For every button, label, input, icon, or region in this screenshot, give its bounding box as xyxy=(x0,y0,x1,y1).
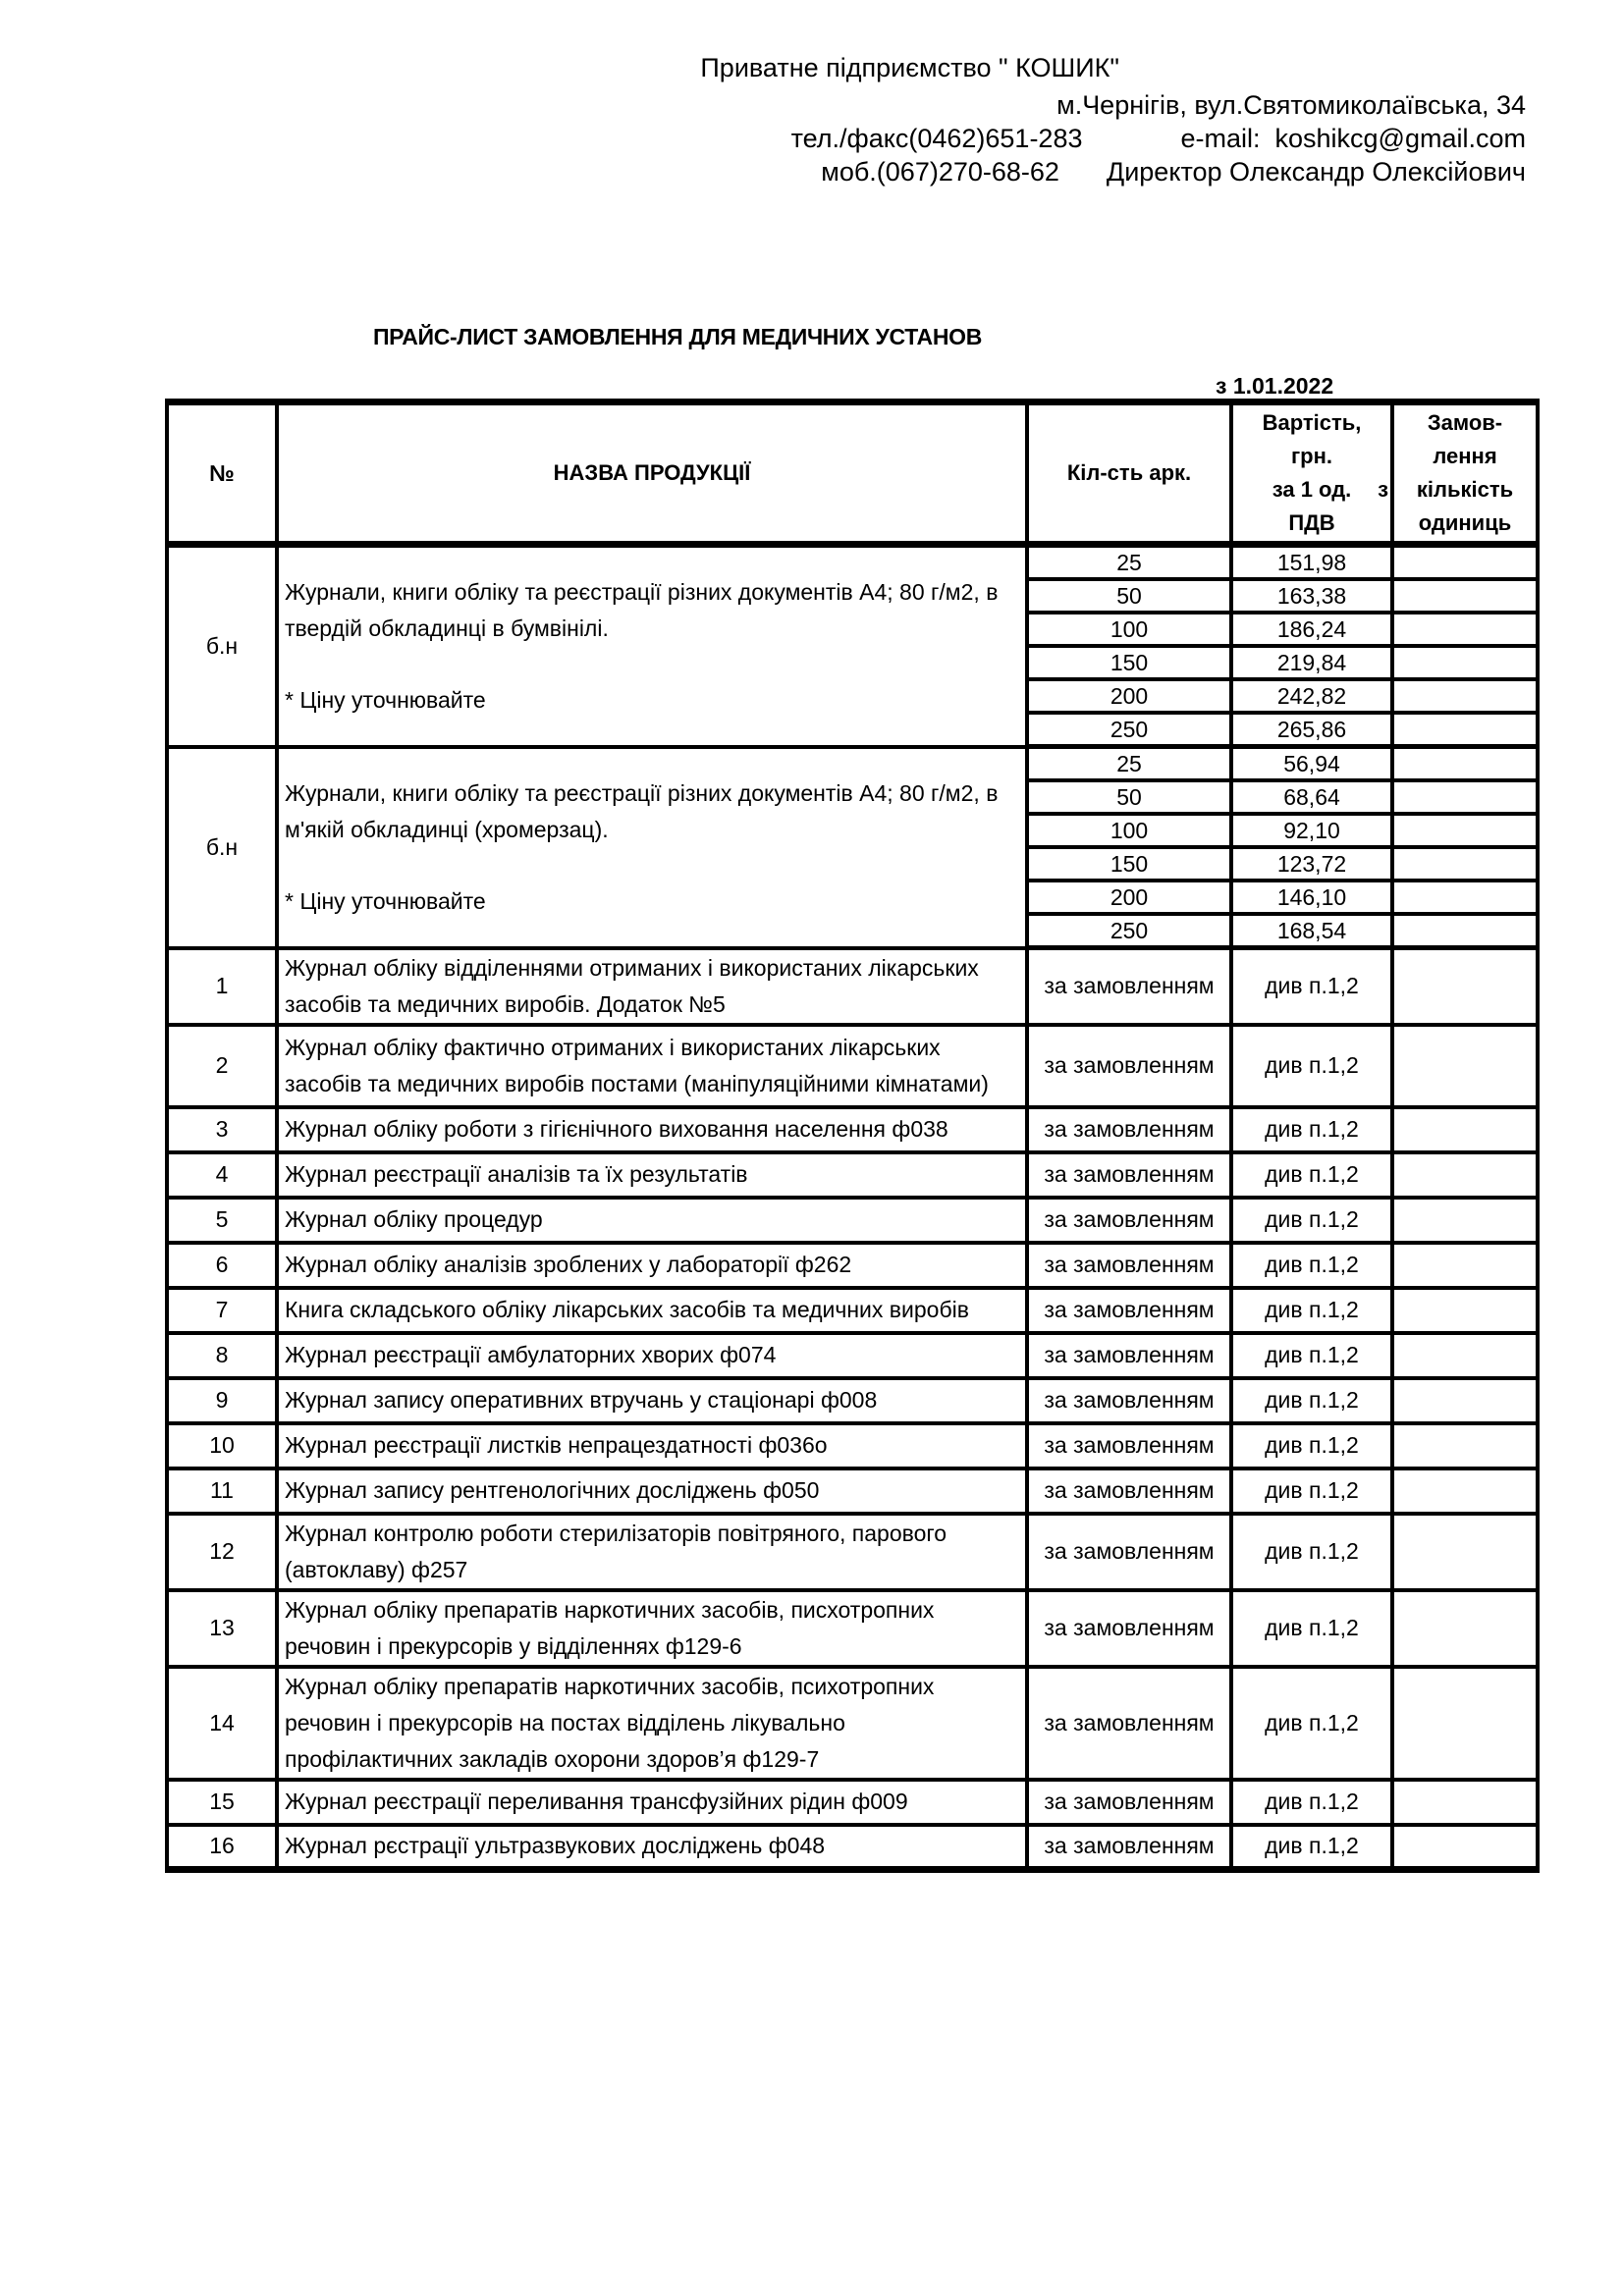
sheet-count: за замовленням xyxy=(1027,1025,1231,1107)
sheet-count: 25 xyxy=(1027,545,1231,580)
price-table xyxy=(165,399,1540,1873)
unit-price: 163,38 xyxy=(1231,579,1392,613)
header-price-line: за 1 од. xyxy=(1272,477,1352,502)
document-title: ПРАЙС-ЛИСТ ЗАМОВЛЕННЯ ДЛЯ МЕДИЧНИХ УСТАНОВ xyxy=(372,324,983,349)
order-quantity-cell[interactable] xyxy=(1392,1825,1538,1870)
product-name xyxy=(277,747,1027,948)
row-number: 13 xyxy=(167,1590,277,1667)
order-quantity-cell[interactable] xyxy=(1392,545,1538,580)
order-quantity-cell[interactable] xyxy=(1392,1243,1538,1288)
order-quantity-cell[interactable] xyxy=(1392,1514,1538,1590)
unit-price: див п.1,2 xyxy=(1231,1107,1392,1152)
sheet-count: за замовленням xyxy=(1027,1378,1231,1423)
unit-price: 56,94 xyxy=(1231,747,1392,781)
sheet-count: 25 xyxy=(1027,747,1231,781)
order-quantity-cell[interactable] xyxy=(1392,1780,1538,1825)
product-name: Книга складського обліку лікарських засобів та медичних виробів xyxy=(277,1288,1027,1333)
table-row xyxy=(167,1667,1538,1780)
row-number: 14 xyxy=(167,1667,277,1780)
row-number: 8 xyxy=(167,1333,277,1378)
sheet-count: 150 xyxy=(1027,646,1231,679)
table-row xyxy=(167,1423,1538,1468)
order-quantity-cell[interactable] xyxy=(1392,780,1538,814)
sheet-count: за замовленням xyxy=(1027,1243,1231,1288)
unit-price: див п.1,2 xyxy=(1231,1780,1392,1825)
header-num: № xyxy=(167,402,277,545)
table-row xyxy=(167,1590,1538,1667)
mobile-phone: моб.(067)270-68-62 xyxy=(821,157,1059,187)
contact-line xyxy=(791,122,1526,155)
unit-price: див п.1,2 xyxy=(1231,1152,1392,1198)
price-note: * Ціну уточнювайте xyxy=(285,686,486,713)
row-number: 5 xyxy=(167,1198,277,1243)
order-quantity-cell[interactable] xyxy=(1392,1378,1538,1423)
unit-price: див п.1,2 xyxy=(1231,1514,1392,1590)
company-name: Приватне підприємство " КОШИК" xyxy=(700,53,1119,82)
director: Директор Олександр Олексійович xyxy=(1106,157,1526,187)
product-name: Журнал обліку процедур xyxy=(277,1198,1027,1243)
product-name: Журнал реєстрації амбулаторних хворих ф074 xyxy=(277,1333,1027,1378)
product-name: Журнал обліку відділеннями отриманих і використаних лікарських засобів та медичних виробів. Додаток №5 xyxy=(277,948,1027,1025)
row-number: 6 xyxy=(167,1243,277,1288)
order-quantity-cell[interactable] xyxy=(1392,1423,1538,1468)
order-quantity-cell[interactable] xyxy=(1392,747,1538,781)
table-row xyxy=(167,1514,1538,1590)
product-name: Журнал запису оперативних втручань у стаціонарі ф008 xyxy=(277,1378,1027,1423)
table-row xyxy=(167,1243,1538,1288)
header-price-line: Вартість, xyxy=(1262,410,1362,435)
product-name: Журнал реєстрації переливання трансфузійних рідин ф009 xyxy=(277,1780,1027,1825)
header-price xyxy=(1231,402,1392,545)
order-quantity-cell[interactable] xyxy=(1392,881,1538,914)
row-number: 4 xyxy=(167,1152,277,1198)
sheet-count: за замовленням xyxy=(1027,1667,1231,1780)
order-quantity-cell[interactable] xyxy=(1392,1107,1538,1152)
unit-price: див п.1,2 xyxy=(1231,1468,1392,1514)
unit-price: див п.1,2 xyxy=(1231,1423,1392,1468)
unit-price: 186,24 xyxy=(1231,613,1392,646)
sheet-count: 50 xyxy=(1027,579,1231,613)
row-number: б.н xyxy=(167,545,277,747)
table-row xyxy=(167,1780,1538,1825)
price-tier-row xyxy=(167,747,1538,781)
order-quantity-cell[interactable] xyxy=(1392,1288,1538,1333)
sheet-count: 100 xyxy=(1027,613,1231,646)
sheet-count: за замовленням xyxy=(1027,1198,1231,1243)
unit-price: 219,84 xyxy=(1231,646,1392,679)
order-quantity-cell[interactable] xyxy=(1392,1025,1538,1107)
table-row xyxy=(167,1107,1538,1152)
order-quantity-cell[interactable] xyxy=(1392,1198,1538,1243)
sheet-count: за замовленням xyxy=(1027,948,1231,1025)
product-name: Журнал реєстрації листків непрацездатності ф036о xyxy=(277,1423,1027,1468)
header-order-line: одиниць xyxy=(1418,510,1512,535)
product-name: Журнал обліку аналізів зроблених у лабораторії ф262 xyxy=(277,1243,1027,1288)
row-number: 10 xyxy=(167,1423,277,1468)
table-row xyxy=(167,1025,1538,1107)
unit-price: 242,82 xyxy=(1231,679,1392,713)
header-price-line: з xyxy=(1378,477,1388,502)
order-quantity-cell[interactable] xyxy=(1392,1667,1538,1780)
product-name: Журнал реєстрації аналізів та їх результатів xyxy=(277,1152,1027,1198)
order-quantity-cell[interactable] xyxy=(1392,579,1538,613)
sheet-count: 250 xyxy=(1027,713,1231,747)
sheet-count: за замовленням xyxy=(1027,1780,1231,1825)
row-number: 16 xyxy=(167,1825,277,1870)
header-order-line: лення xyxy=(1433,444,1497,468)
sheet-count: 100 xyxy=(1027,814,1231,847)
product-name: Журнал запису рентгенологічних досліджень ф050 xyxy=(277,1468,1027,1514)
sheet-count: за замовленням xyxy=(1027,1107,1231,1152)
row-number: 7 xyxy=(167,1288,277,1333)
header-price-line: грн. xyxy=(1290,444,1332,468)
sheet-count: 50 xyxy=(1027,780,1231,814)
unit-price: див п.1,2 xyxy=(1231,1025,1392,1107)
order-quantity-cell[interactable] xyxy=(1392,847,1538,881)
header-order-quantity xyxy=(1392,402,1538,545)
unit-price: див п.1,2 xyxy=(1231,948,1392,1025)
table-row xyxy=(167,1378,1538,1423)
unit-price: 265,86 xyxy=(1231,713,1392,747)
table-header-row xyxy=(167,402,1538,545)
phone-fax: тел./факс(0462)651-283 xyxy=(790,124,1083,153)
order-quantity-cell[interactable] xyxy=(1392,814,1538,847)
sheet-count: за замовленням xyxy=(1027,1514,1231,1590)
table-row xyxy=(167,1198,1538,1243)
unit-price: 123,72 xyxy=(1231,847,1392,881)
unit-price: див п.1,2 xyxy=(1231,1243,1392,1288)
sheet-count: за замовленням xyxy=(1027,1333,1231,1378)
unit-price: див п.1,2 xyxy=(1231,1198,1392,1243)
sheet-count: 150 xyxy=(1027,847,1231,881)
effective-date: з 1.01.2022 xyxy=(1216,373,1334,399)
unit-price: див п.1,2 xyxy=(1231,1825,1392,1870)
product-name: Журнал обліку препаратів наркотичних засобів, писхотропних речовин і прекурсорів у відділеннях ф129-6 xyxy=(277,1590,1027,1667)
product-name: Журнал рєстрації ультразвукових досліджень ф048 xyxy=(277,1825,1027,1870)
price-note: * Ціну уточнювайте xyxy=(285,887,486,914)
order-quantity-cell[interactable] xyxy=(1392,1333,1538,1378)
row-number: б.н xyxy=(167,747,277,948)
unit-price: див п.1,2 xyxy=(1231,1667,1392,1780)
product-name: Журнал обліку фактично отриманих і використаних лікарських засобів та медичних виробів постами (маніпуляційними кімнатами) xyxy=(277,1025,1027,1107)
header-order-line: кількість xyxy=(1416,477,1514,502)
sheet-count: 250 xyxy=(1027,914,1231,948)
unit-price: 168,54 xyxy=(1231,914,1392,948)
price-tier-row xyxy=(167,545,1538,580)
mobile-director-line xyxy=(821,155,1526,188)
unit-price: 146,10 xyxy=(1231,881,1392,914)
email: e-mail: koshikcg@gmail.com xyxy=(1180,124,1526,153)
product-description: Журнали, книги обліку та реєстрації різних документів А4; 80 г/м2, в м'якій обкладинці (хромерзац). xyxy=(285,779,999,842)
company-address: м.Чернігів, вул.Святомиколаївська, 34 xyxy=(1056,90,1526,120)
unit-price: 68,64 xyxy=(1231,780,1392,814)
order-quantity-cell[interactable] xyxy=(1392,1152,1538,1198)
unit-price: див п.1,2 xyxy=(1231,1288,1392,1333)
order-quantity-cell[interactable] xyxy=(1392,948,1538,1025)
order-quantity-cell[interactable] xyxy=(1392,613,1538,646)
row-number: 12 xyxy=(167,1514,277,1590)
table-row xyxy=(167,1333,1538,1378)
table-row xyxy=(167,1288,1538,1333)
product-name xyxy=(277,545,1027,747)
table-row xyxy=(167,1825,1538,1870)
order-quantity-cell[interactable] xyxy=(1392,713,1538,747)
table-row xyxy=(167,948,1538,1025)
product-name: Журнал контролю роботи стерилізаторів повітряного, парового (автоклаву) ф257 xyxy=(277,1514,1027,1590)
order-quantity-cell[interactable] xyxy=(1392,646,1538,679)
header-product-name: НАЗВА ПРОДУКЦІЇ xyxy=(277,402,1027,545)
order-quantity-cell[interactable] xyxy=(1392,679,1538,713)
row-number: 15 xyxy=(167,1780,277,1825)
sheet-count: за замовленням xyxy=(1027,1825,1231,1870)
product-description: Журнали, книги обліку та реєстрації різних документів А4; 80 г/м2, в твердій обкладинці в бумвінілі. xyxy=(285,578,999,641)
row-number: 3 xyxy=(167,1107,277,1152)
header-order-line: Замов- xyxy=(1427,410,1503,435)
table-row xyxy=(167,1152,1538,1198)
unit-price: див п.1,2 xyxy=(1231,1333,1392,1378)
sheet-count: 200 xyxy=(1027,881,1231,914)
order-quantity-cell[interactable] xyxy=(1392,1590,1538,1667)
sheet-count: за замовленням xyxy=(1027,1468,1231,1514)
unit-price: див п.1,2 xyxy=(1231,1590,1392,1667)
product-name: Журнал обліку роботи з гігієнічного виховання населення ф038 xyxy=(277,1107,1027,1152)
row-number: 2 xyxy=(167,1025,277,1107)
product-name: Журнал обліку препаратів наркотичних засобів, психотропних речовин і прекурсорів на постах відділень лікувально профілактичних закладів охорони здоров’я ф129-7 xyxy=(277,1667,1027,1780)
table-row xyxy=(167,1468,1538,1514)
order-quantity-cell[interactable] xyxy=(1392,1468,1538,1514)
sheet-count: за замовленням xyxy=(1027,1590,1231,1667)
sheet-count: за замовленням xyxy=(1027,1423,1231,1468)
header-price-line: ПДВ xyxy=(1288,510,1335,535)
sheet-count: за замовленням xyxy=(1027,1152,1231,1198)
unit-price: див п.1,2 xyxy=(1231,1378,1392,1423)
unit-price: 151,98 xyxy=(1231,545,1392,580)
sheet-count: за замовленням xyxy=(1027,1288,1231,1333)
header-sheet-count: Кіл-сть арк. xyxy=(1027,402,1231,545)
row-number: 11 xyxy=(167,1468,277,1514)
row-number: 1 xyxy=(167,948,277,1025)
unit-price: 92,10 xyxy=(1231,814,1392,847)
sheet-count: 200 xyxy=(1027,679,1231,713)
order-quantity-cell[interactable] xyxy=(1392,914,1538,948)
row-number: 9 xyxy=(167,1378,277,1423)
